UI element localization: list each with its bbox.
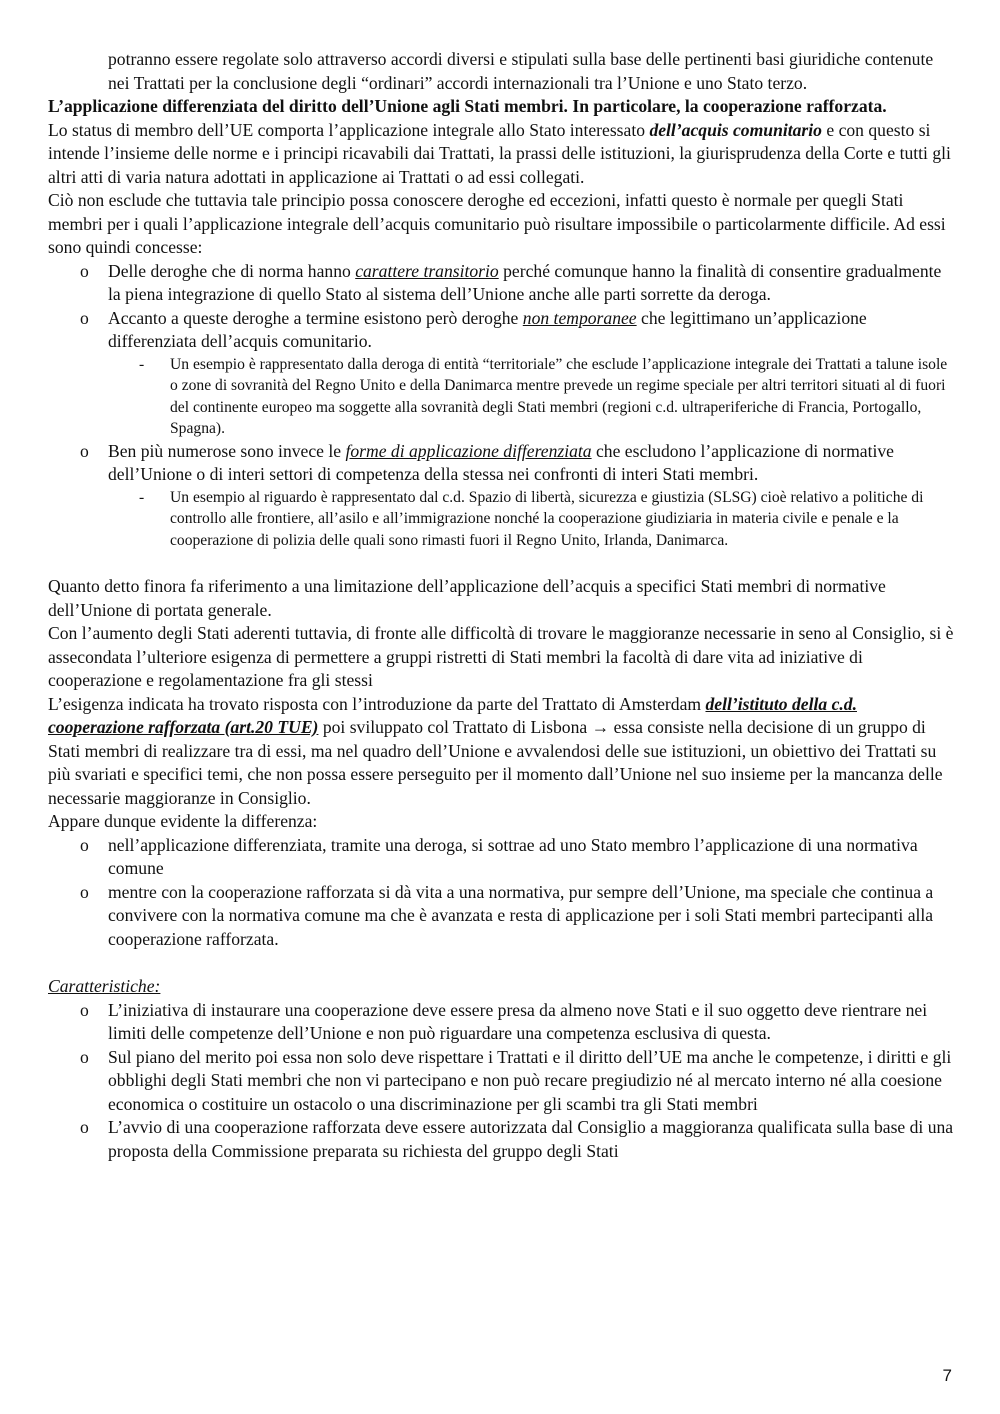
list-item [48,881,954,952]
item-text: Ben più numerose sono invece le [108,440,346,461]
item-text: Delle deroghe che di norma hanno [108,260,356,281]
paragraph-differenza: Appare dunque evidente la differenza: [48,811,318,831]
page-number: 7 [942,1366,952,1385]
list-item [48,1116,954,1163]
underlined-term: carattere transitorio [355,260,499,281]
paragraph-deroghe-intro: Ciò non esclude che tuttavia tale principio possa conoscere deroghe ed eccezioni, infatti questo è normale per quegli Stati membri per i quali l’applicazione integrale dell’acquis comunitario può risultare impossibile o particolarmente difficile. Ad essi sono quindi concesse: [48,190,946,257]
bullet-marker: o [80,999,89,1020]
sub-list [48,487,954,552]
paragraph-aumento-stati: Con l’aumento degli Stati aderenti tuttavia, di fronte alle difficoltà di trovare le maggioranze necessarie in seno al Consiglio, si è assecondata l’ulteriore esigenza di permettere a gruppi ristretti di Stati membri la facoltà di dare vita ad iniziative di cooperazione e regolamentazione fra gli stessi [48,623,954,690]
sub-list [48,354,954,440]
list-item [48,307,954,354]
item-text: Accanto a queste deroghe a termine esistono però deroghe [108,307,523,328]
bullet-marker: o [80,440,89,461]
para1-after: e con questo si intende l’insieme delle norme e i principi ricavabili dai Trattati, la prassi delle istituzioni, la giurisprudenza della Corte e tutti gli altri atti di varia natura adottati in applicazione ai Trattati o ad essi collegati. [48,119,951,187]
list-item [48,1046,954,1117]
para5-after: poi sviluppato col Trattato di Lisbona → essa consiste nella decisione di un gruppo di Stati membri di realizzare tra di essi, ma nel quadro dell’Unione e avvalendosi delle sue istituzioni, un obiettivo dei Trattati su più svariati e specifici temi, che non possa essere perseguito per il momento dall’Unione nel suo insieme per la mancanza delle necessarie maggioranze in Consiglio. [48,717,943,808]
dash-marker: - [139,488,145,506]
dash-marker: - [139,355,145,373]
bullet-marker: o [80,1046,89,1067]
differenza-list [48,834,954,952]
sub-item-text: Un esempio al riguardo è rappresentato dal c.d. Spazio di libertà, sicurezza e giustizia (SLSG) cioè relativo a politiche di controllo alle frontiere, all’asilo e all’immigrazione nonché la cooperazione giudiziaria in materia civile e penale e la cooperazione di polizia delle quali sono rimasti fuori il Regno Unito, Irlanda, Danimarca. [170,488,924,549]
section-heading: L’applicazione differenziata del diritto dell’Unione agli Stati membri. In particolare, la cooperazione rafforzata. [48,96,887,116]
sub-item-text: Un esempio è rappresentato dalla deroga di entità “territoriale” che esclude l’applicazione integrale dei Trattati a talune isole o zone di sovranità del Regno Unito e della Danimarca mentre prevede un regime speciale per altri territori situati al di fuori del continente europeo ma soggette alla sovranità degli Stati membri (regioni c.d. ultraperiferiche di Francia, Portogallo, Spagna). [170,355,948,437]
item-text: L’iniziativa di instaurare una cooperazione deve essere presa da almeno nove Stati e il suo oggetto deve rientrare nei limiti delle competenze dell’Unione e non può riguardare una competenza esclusiva di questa. [108,999,928,1043]
spacer [48,551,954,575]
underlined-term: non temporanee [522,307,637,328]
para1-before: Lo status di membro dell’UE comporta l’applicazione integrale allo Stato interessato [48,119,650,140]
bullet-marker: o [80,260,89,281]
list-item [48,440,954,487]
bullet-marker: o [80,834,89,855]
para5-before: L’esigenza indicata ha trovato risposta con l’introduzione da parte del Trattato di Amsterdam [48,693,706,714]
item-text: che legittimano un’applicazione differenziata dell’acquis comunitario. [108,307,867,351]
list-item [48,834,954,881]
sub-list-item [48,354,954,440]
deroghe-list-cont [48,440,954,487]
bullet-marker: o [80,1117,89,1137]
list-item [48,260,954,307]
item-text: L’avvio di una cooperazione rafforzata deve essere autorizzata dal Consiglio a maggioranza qualificata sulla base di una proposta della Commissione preparata su richiesta del gruppo degli Stati [108,1117,954,1161]
subheading-caratteristiche: Caratteristiche: [48,976,161,996]
spacer [48,951,954,975]
list-item [48,999,954,1046]
underlined-term: forme di applicazione differenziata [345,440,592,461]
item-text: perché comunque hanno la finalità di consentire gradualmente la piena integrazione di quello Stato al sistema dell’Unione anche alle parti sorrette da deroga. [108,260,942,304]
caratteristiche-list [48,999,954,1164]
bullet-marker: o [80,881,89,902]
paragraph-status-membro [48,119,954,190]
item-text: nell’applicazione differenziata, tramite una deroga, si sottrae ad uno Stato membro l’applicazione di una normativa comune [108,834,918,878]
paragraph-cooperazione-rafforzata [48,693,954,811]
item-text: mentre con la cooperazione rafforzata si dà vita a una normativa, pur sempre dell’Unione, ma speciale che continua a convivere con la normativa comune ma che è avanzata e resta di applicazione per i soli Stati membri partecipanti alla cooperazione rafforzata. [108,881,934,949]
item-text: Sul piano del merito poi essa non solo deve rispettare i Trattati e il diritto dell’UE ma anche le competenze, i diritti e gli obblighi degli Stati membri che non vi partecipano e non può recare pregiudizio né al mercato interno né alla coesione economica o costituire un ostacolo o una discriminazione per gli scambi tra gli Stati membri [108,1046,952,1114]
intro-continuation: potranno essere regolate solo attraverso accordi diversi e stipulati sulla base delle pertinenti basi giuridiche contenute nei Trattati per la conclusione degli “ordinari” accordi internazionali tra l’Unione e uno Stato terzo. [108,49,934,93]
acquis-term: dell’acquis comunitario [649,119,822,140]
deroghe-list [48,260,954,354]
sub-list-item [48,487,954,552]
document-page [48,48,954,1163]
paragraph-limitazione: Quanto detto finora fa riferimento a una limitazione dell’applicazione dell’acquis a specifici Stati membri di normative dell’Unione di portata generale. [48,576,886,620]
item-text: che escludono l’applicazione di normative dell’Unione o di interi settori di competenza della stessa nei confronti di interi Stati membri. [108,440,894,484]
cooperazione-term: dell’istituto della c.d. cooperazione rafforzata (art.20 TUE) [48,693,857,737]
bullet-marker: o [80,307,89,328]
